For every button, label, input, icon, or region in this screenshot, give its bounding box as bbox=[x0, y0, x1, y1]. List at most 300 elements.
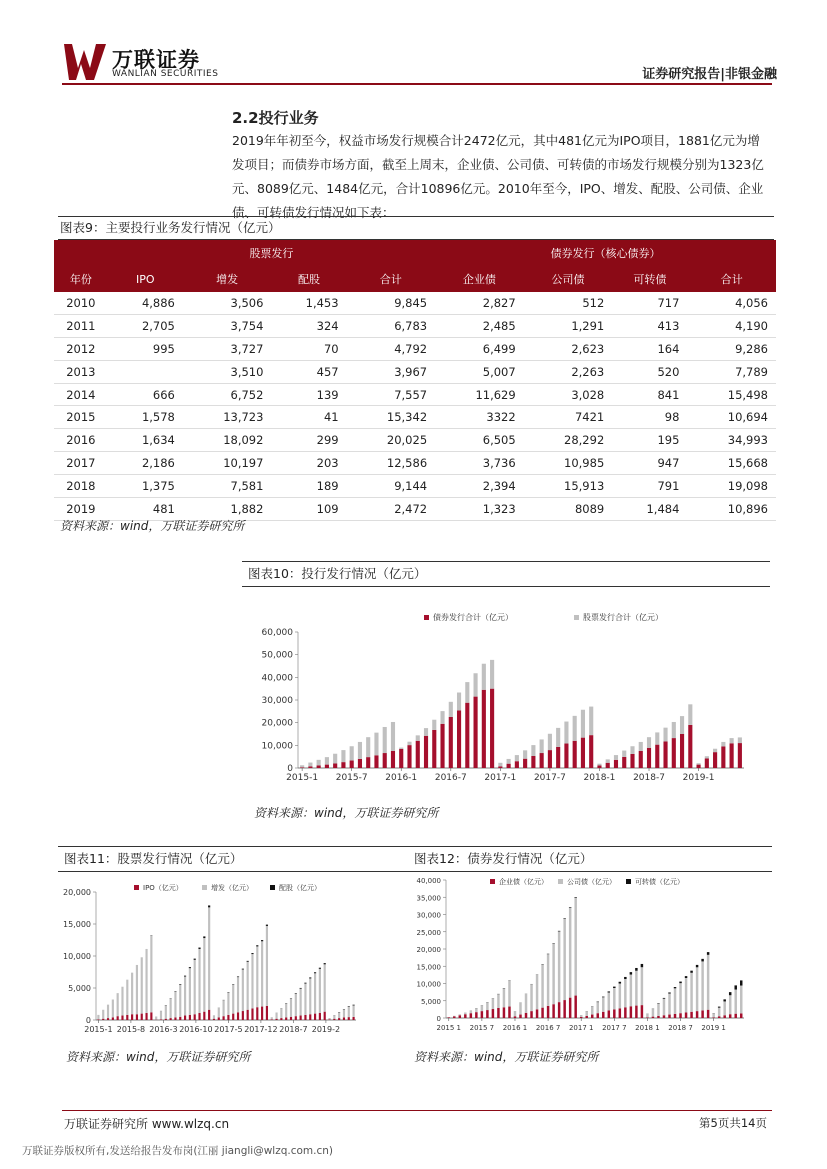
bar-segment bbox=[474, 673, 478, 696]
legend-swatch bbox=[270, 885, 275, 890]
bar-segment bbox=[481, 1006, 483, 1012]
y-tick-label: 60,000 bbox=[261, 628, 293, 638]
bar-segment bbox=[597, 1002, 599, 1003]
table-cell: 1,453 bbox=[271, 292, 346, 314]
bar-segment bbox=[606, 759, 610, 762]
bar-segment bbox=[564, 744, 568, 768]
bar-segment bbox=[558, 931, 560, 1002]
bar-segment bbox=[317, 766, 321, 768]
bar-segment bbox=[208, 907, 210, 1009]
bar-segment bbox=[734, 985, 736, 989]
x-tick-label: 2017-12 bbox=[244, 1025, 278, 1034]
bar-segment bbox=[319, 1013, 321, 1020]
table-cell: 2010 bbox=[54, 292, 108, 314]
bar-segment bbox=[641, 964, 643, 967]
bar-segment bbox=[155, 1016, 157, 1019]
bar-segment bbox=[325, 765, 329, 768]
table-cell: 3,967 bbox=[347, 360, 436, 383]
bar-segment bbox=[679, 983, 681, 1013]
bar-segment bbox=[391, 722, 395, 751]
bar-segment bbox=[261, 1007, 263, 1020]
bar-segment bbox=[602, 997, 604, 998]
bar-segment bbox=[170, 1018, 172, 1020]
table-cell: 2,186 bbox=[108, 452, 183, 475]
bar-segment bbox=[97, 1015, 99, 1019]
bar-segment bbox=[194, 1014, 196, 1020]
table-cell: 520 bbox=[612, 360, 687, 383]
bar-segment bbox=[97, 1019, 99, 1020]
bar-segment bbox=[619, 1008, 621, 1018]
table-cell: 164 bbox=[612, 337, 687, 360]
bar-segment bbox=[602, 997, 604, 1011]
table-cell: 3,028 bbox=[524, 383, 613, 406]
chart11-source: 资料来源：wind，万联证券研究所 bbox=[66, 1050, 251, 1064]
table-cell: 7,557 bbox=[347, 383, 436, 406]
bar-segment bbox=[652, 1017, 654, 1018]
table-cell: 7,789 bbox=[687, 360, 776, 383]
bar-segment bbox=[465, 682, 469, 703]
x-tick-label: 2017-7 bbox=[533, 773, 566, 783]
bar-segment bbox=[641, 967, 643, 1005]
bar-segment bbox=[117, 1016, 119, 1020]
chart10-investment-banking bbox=[242, 590, 770, 800]
table-cell: 8089 bbox=[524, 498, 613, 521]
bar-segment bbox=[519, 1002, 521, 1014]
bar-segment bbox=[525, 994, 527, 1013]
bar-segment bbox=[319, 968, 321, 969]
bar-segment bbox=[266, 926, 268, 1006]
bar-segment bbox=[608, 1010, 610, 1018]
bar-segment bbox=[619, 982, 621, 984]
bar-segment bbox=[679, 1013, 681, 1018]
bar-segment bbox=[300, 989, 302, 1016]
table-cell: 15,342 bbox=[347, 406, 436, 429]
bar-segment bbox=[497, 1008, 499, 1018]
table-cell: 20,025 bbox=[347, 429, 436, 452]
bar-segment bbox=[701, 1010, 703, 1018]
bar-segment bbox=[547, 954, 549, 1006]
bar-segment bbox=[523, 759, 527, 768]
logo-cn-text: 万联证券 bbox=[112, 48, 200, 72]
bar-segment bbox=[399, 748, 403, 749]
bar-segment bbox=[624, 1007, 626, 1018]
bar-segment bbox=[304, 1015, 306, 1020]
bar-segment bbox=[341, 750, 345, 762]
copyright-note: 万联证券版权所有,发送给报告发布岗(江丽 jiangli@wlzq.com.cn) bbox=[22, 1145, 334, 1157]
bar-segment bbox=[165, 1019, 167, 1020]
table-cell: 2012 bbox=[54, 337, 108, 360]
bar-segment bbox=[647, 748, 651, 768]
bar-segment bbox=[690, 1012, 692, 1018]
bar-segment bbox=[597, 1013, 599, 1018]
bar-segment bbox=[657, 1003, 659, 1004]
bar-segment bbox=[328, 1018, 330, 1019]
bar-segment bbox=[121, 1016, 123, 1020]
bar-segment bbox=[490, 660, 494, 689]
table-row bbox=[54, 292, 776, 314]
bar-segment bbox=[688, 725, 692, 768]
bar-segment bbox=[685, 976, 687, 978]
bar-segment bbox=[227, 992, 229, 1014]
table9-caption: 图表9：主要投行业务发行情况（亿元） bbox=[58, 216, 774, 240]
x-tick-label: 2015-8 bbox=[116, 1025, 146, 1034]
bar-segment bbox=[580, 1015, 582, 1017]
bar-segment bbox=[497, 994, 499, 1008]
bar-segment bbox=[564, 722, 568, 744]
y-tick-label: 10,000 bbox=[63, 952, 91, 961]
bar-segment bbox=[324, 963, 326, 964]
bar-segment bbox=[540, 739, 544, 753]
bar-segment bbox=[697, 763, 701, 764]
bar-segment bbox=[630, 754, 634, 768]
bar-segment bbox=[486, 1010, 488, 1018]
y-tick-label: 30,000 bbox=[416, 911, 441, 920]
bar-segment bbox=[492, 999, 494, 1009]
bar-segment bbox=[721, 742, 725, 747]
bar-segment bbox=[558, 931, 560, 932]
bar-segment bbox=[333, 1016, 335, 1019]
bar-segment bbox=[696, 965, 698, 967]
bar-segment bbox=[256, 1007, 258, 1020]
bar-segment bbox=[203, 936, 205, 938]
section-title: 2.2投行业务 bbox=[232, 109, 319, 127]
chart10-caption: 图表10：投行发行情况（亿元） bbox=[242, 561, 770, 587]
x-tick-label: 2017 7 bbox=[602, 1024, 627, 1032]
bar-segment bbox=[300, 767, 304, 768]
bar-segment bbox=[663, 1015, 665, 1018]
bar-segment bbox=[314, 973, 316, 1013]
bar-segment bbox=[453, 1016, 455, 1018]
bar-segment bbox=[581, 710, 585, 738]
table-cell: 2016 bbox=[54, 429, 108, 452]
table-cell: 3,727 bbox=[183, 337, 272, 360]
bar-segment bbox=[705, 758, 709, 768]
y-tick-label: 20,000 bbox=[261, 718, 293, 729]
bar-segment bbox=[507, 764, 511, 768]
logo-en-text: WANLIAN SECURITIES bbox=[112, 69, 219, 79]
bar-segment bbox=[383, 727, 387, 753]
bar-segment bbox=[464, 1013, 466, 1014]
column-header: 配股 bbox=[271, 266, 346, 292]
bar-segment bbox=[613, 988, 615, 1009]
bar-segment bbox=[547, 1006, 549, 1018]
bar-segment bbox=[672, 722, 676, 738]
bar-segment bbox=[358, 759, 362, 768]
bar-segment bbox=[530, 1011, 532, 1018]
bar-segment bbox=[343, 1017, 345, 1020]
bar-segment bbox=[333, 1019, 335, 1020]
bar-segment bbox=[713, 749, 717, 752]
bar-segment bbox=[150, 936, 152, 1013]
bar-segment bbox=[646, 1017, 648, 1018]
bar-segment bbox=[295, 1016, 297, 1020]
bar-segment bbox=[508, 1007, 510, 1018]
bar-segment bbox=[338, 1012, 340, 1018]
bar-segment bbox=[174, 1017, 176, 1020]
bar-segment bbox=[674, 1014, 676, 1018]
bar-segment bbox=[285, 1003, 287, 1017]
legend-label: 配股（亿元） bbox=[279, 884, 321, 892]
bar-segment bbox=[624, 979, 626, 1007]
table-cell: 717 bbox=[612, 292, 687, 314]
table-cell: 324 bbox=[271, 314, 346, 337]
bar-segment bbox=[585, 1016, 587, 1018]
bar-segment bbox=[179, 984, 181, 985]
bar-segment bbox=[145, 1013, 147, 1020]
bar-segment bbox=[712, 1014, 714, 1017]
bar-segment bbox=[319, 969, 321, 1013]
table-cell: 2018 bbox=[54, 475, 108, 498]
bar-segment bbox=[251, 1008, 253, 1020]
legend-label: IPO（亿元） bbox=[143, 884, 183, 892]
bar-segment bbox=[348, 1007, 350, 1017]
x-tick-label: 2018 1 bbox=[635, 1024, 660, 1032]
table-cell: 10,985 bbox=[524, 452, 613, 475]
table-cell: 4,056 bbox=[687, 292, 776, 314]
table-cell: 12,586 bbox=[347, 452, 436, 475]
bar-segment bbox=[218, 1017, 220, 1020]
table-cell: 2,827 bbox=[435, 292, 524, 314]
table-cell: 2014 bbox=[54, 383, 108, 406]
bar-segment bbox=[591, 1015, 593, 1018]
table-cell: 98 bbox=[612, 406, 687, 429]
table-cell: 13,723 bbox=[183, 406, 272, 429]
bar-segment bbox=[641, 1005, 643, 1018]
bar-segment bbox=[663, 728, 667, 742]
bar-segment bbox=[712, 1017, 714, 1018]
bar-segment bbox=[563, 919, 565, 1000]
bar-segment bbox=[348, 1017, 350, 1020]
bar-segment bbox=[348, 1006, 350, 1007]
bar-segment bbox=[657, 1004, 659, 1016]
column-header: 增发 bbox=[183, 266, 272, 292]
table-cell: 1,882 bbox=[183, 498, 272, 521]
bar-segment bbox=[145, 949, 147, 1013]
bar-segment bbox=[353, 1017, 355, 1020]
bar-segment bbox=[470, 1013, 472, 1018]
bar-segment bbox=[131, 1014, 133, 1020]
bar-segment bbox=[112, 1017, 114, 1020]
bar-segment bbox=[407, 742, 411, 745]
y-tick-label: 15,000 bbox=[63, 920, 91, 929]
bar-segment bbox=[464, 1014, 466, 1018]
table-cell: 195 bbox=[612, 429, 687, 452]
bar-segment bbox=[668, 1015, 670, 1018]
bar-segment bbox=[608, 991, 610, 992]
bar-segment bbox=[242, 969, 244, 1011]
bar-segment bbox=[227, 1015, 229, 1020]
table-cell: 28,292 bbox=[524, 429, 613, 452]
table-cell: 7421 bbox=[524, 406, 613, 429]
table-cell: 41 bbox=[271, 406, 346, 429]
bar-segment bbox=[338, 1018, 340, 1020]
bar-segment bbox=[102, 1010, 104, 1019]
bar-segment bbox=[136, 1014, 138, 1020]
bar-segment bbox=[639, 751, 643, 768]
bar-segment bbox=[729, 995, 731, 1014]
bar-segment bbox=[729, 1014, 731, 1018]
table-row bbox=[54, 475, 776, 498]
bar-segment bbox=[266, 1006, 268, 1020]
group-header-bond: 债券发行（核心债券） bbox=[435, 240, 776, 266]
bar-segment bbox=[730, 743, 734, 768]
bar-segment bbox=[657, 1016, 659, 1018]
bar-segment bbox=[697, 765, 701, 768]
bar-segment bbox=[574, 996, 576, 1018]
bar-segment bbox=[160, 1019, 162, 1020]
bar-segment bbox=[738, 737, 742, 743]
x-tick-label: 2015-1 bbox=[286, 773, 319, 783]
table-cell: 3,506 bbox=[183, 292, 272, 314]
table-cell: 5,007 bbox=[435, 360, 524, 383]
bar-segment bbox=[635, 1006, 637, 1018]
bar-segment bbox=[635, 968, 637, 971]
x-tick-label: 2017-5 bbox=[214, 1025, 243, 1034]
bar-segment bbox=[498, 763, 502, 767]
bar-segment bbox=[232, 985, 234, 1014]
bar-segment bbox=[663, 998, 665, 999]
y-tick-label: 20,000 bbox=[63, 888, 91, 897]
bar-segment bbox=[232, 1014, 234, 1020]
table-cell: 2017 bbox=[54, 452, 108, 475]
bar-segment bbox=[237, 1012, 239, 1020]
bar-segment bbox=[232, 984, 234, 985]
bar-segment bbox=[432, 720, 436, 730]
bar-segment bbox=[194, 960, 196, 1014]
table-cell: 4,792 bbox=[347, 337, 436, 360]
bar-segment bbox=[558, 1002, 560, 1018]
bar-segment bbox=[548, 750, 552, 768]
bar-segment bbox=[674, 988, 676, 1014]
bar-segment bbox=[424, 728, 428, 736]
bar-segment bbox=[328, 1019, 330, 1020]
bar-segment bbox=[374, 733, 378, 756]
bar-segment bbox=[333, 763, 337, 768]
bar-segment bbox=[308, 763, 312, 767]
bar-segment bbox=[635, 971, 637, 1006]
bar-segment bbox=[723, 999, 725, 1001]
bar-segment bbox=[223, 1000, 225, 1016]
table-cell: 2013 bbox=[54, 360, 108, 383]
bar-segment bbox=[343, 1010, 345, 1018]
x-tick-label: 2018-7 bbox=[633, 773, 665, 783]
page-number: 第5页共14页 bbox=[699, 1116, 767, 1130]
table-cell: 1,484 bbox=[612, 498, 687, 521]
table-cell: 139 bbox=[271, 383, 346, 406]
bar-segment bbox=[324, 1012, 326, 1020]
x-tick-label: 2016 1 bbox=[502, 1024, 528, 1032]
bar-segment bbox=[540, 753, 544, 768]
chart11-equity-issuance bbox=[56, 874, 406, 1040]
table-cell: 15,668 bbox=[687, 452, 776, 475]
bar-segment bbox=[350, 746, 354, 760]
bar-segment bbox=[295, 994, 297, 1016]
bar-segment bbox=[563, 918, 565, 919]
x-tick-label: 2015 1 bbox=[436, 1024, 462, 1032]
bar-segment bbox=[366, 737, 370, 757]
table9-source: 资料来源：wind，万联证券研究所 bbox=[60, 519, 245, 533]
bar-segment bbox=[672, 738, 676, 768]
table-cell: 299 bbox=[271, 429, 346, 452]
table-cell: 4,886 bbox=[108, 292, 183, 314]
table-cell: 2015 bbox=[54, 406, 108, 429]
bar-segment bbox=[112, 1000, 114, 1018]
bar-segment bbox=[597, 1002, 599, 1013]
bar-segment bbox=[256, 945, 258, 946]
column-header: 企业债 bbox=[435, 266, 524, 292]
bar-segment bbox=[552, 944, 554, 1004]
bar-segment bbox=[459, 1015, 461, 1018]
table-cell: 3,510 bbox=[183, 360, 272, 383]
report-type-label: 证券研究报告|非银金融 bbox=[642, 67, 777, 82]
x-tick-label: 2015-1 bbox=[84, 1025, 113, 1034]
bar-segment bbox=[622, 751, 626, 757]
bar-segment bbox=[663, 999, 665, 1016]
bar-segment bbox=[174, 992, 176, 1018]
table-cell: 2,705 bbox=[108, 314, 183, 337]
bar-segment bbox=[424, 736, 428, 768]
legend-swatch bbox=[574, 615, 579, 620]
bar-segment bbox=[474, 697, 478, 768]
table-cell: 2011 bbox=[54, 314, 108, 337]
bar-segment bbox=[738, 743, 742, 768]
bar-segment bbox=[674, 987, 676, 988]
bar-segment bbox=[126, 980, 128, 1015]
bar-segment bbox=[573, 716, 577, 741]
bar-segment bbox=[432, 730, 436, 768]
bar-segment bbox=[198, 948, 200, 949]
bar-segment bbox=[531, 745, 535, 756]
bar-segment bbox=[198, 949, 200, 1013]
bar-segment bbox=[574, 898, 576, 996]
bar-segment bbox=[170, 999, 172, 1018]
table-cell: 11,629 bbox=[435, 383, 524, 406]
bar-segment bbox=[308, 766, 312, 768]
bar-segment bbox=[556, 747, 560, 768]
x-tick-label: 2015 7 bbox=[469, 1024, 495, 1032]
y-tick-label: 0 bbox=[85, 1016, 91, 1025]
bar-segment bbox=[131, 973, 133, 1015]
bar-segment bbox=[515, 761, 519, 768]
bar-segment bbox=[718, 1016, 720, 1018]
bar-segment bbox=[213, 1016, 215, 1019]
bar-segment bbox=[630, 975, 632, 1007]
bar-segment bbox=[350, 761, 354, 768]
bar-segment bbox=[680, 734, 684, 768]
bar-segment bbox=[208, 1010, 210, 1020]
x-tick-label: 2019-2 bbox=[311, 1025, 341, 1034]
bar-segment bbox=[718, 1008, 720, 1017]
bar-segment bbox=[581, 738, 585, 768]
table-cell: 512 bbox=[524, 292, 613, 314]
bar-segment bbox=[481, 1011, 483, 1018]
bar-segment bbox=[141, 957, 143, 1013]
y-tick-label: 5,000 bbox=[420, 997, 441, 1006]
legend-swatch bbox=[202, 885, 207, 890]
table-cell: 2,485 bbox=[435, 314, 524, 337]
table-cell: 2,394 bbox=[435, 475, 524, 498]
bar-segment bbox=[685, 978, 687, 1013]
table-cell: 4,190 bbox=[687, 314, 776, 337]
x-tick-label: 2016-7 bbox=[434, 773, 467, 783]
table-cell: 9,144 bbox=[347, 475, 436, 498]
table-cell: 203 bbox=[271, 452, 346, 475]
bar-segment bbox=[184, 1016, 186, 1020]
bar-segment bbox=[589, 707, 593, 736]
table-cell: 10,694 bbox=[687, 406, 776, 429]
bar-segment bbox=[721, 746, 725, 768]
bar-segment bbox=[508, 981, 510, 1007]
